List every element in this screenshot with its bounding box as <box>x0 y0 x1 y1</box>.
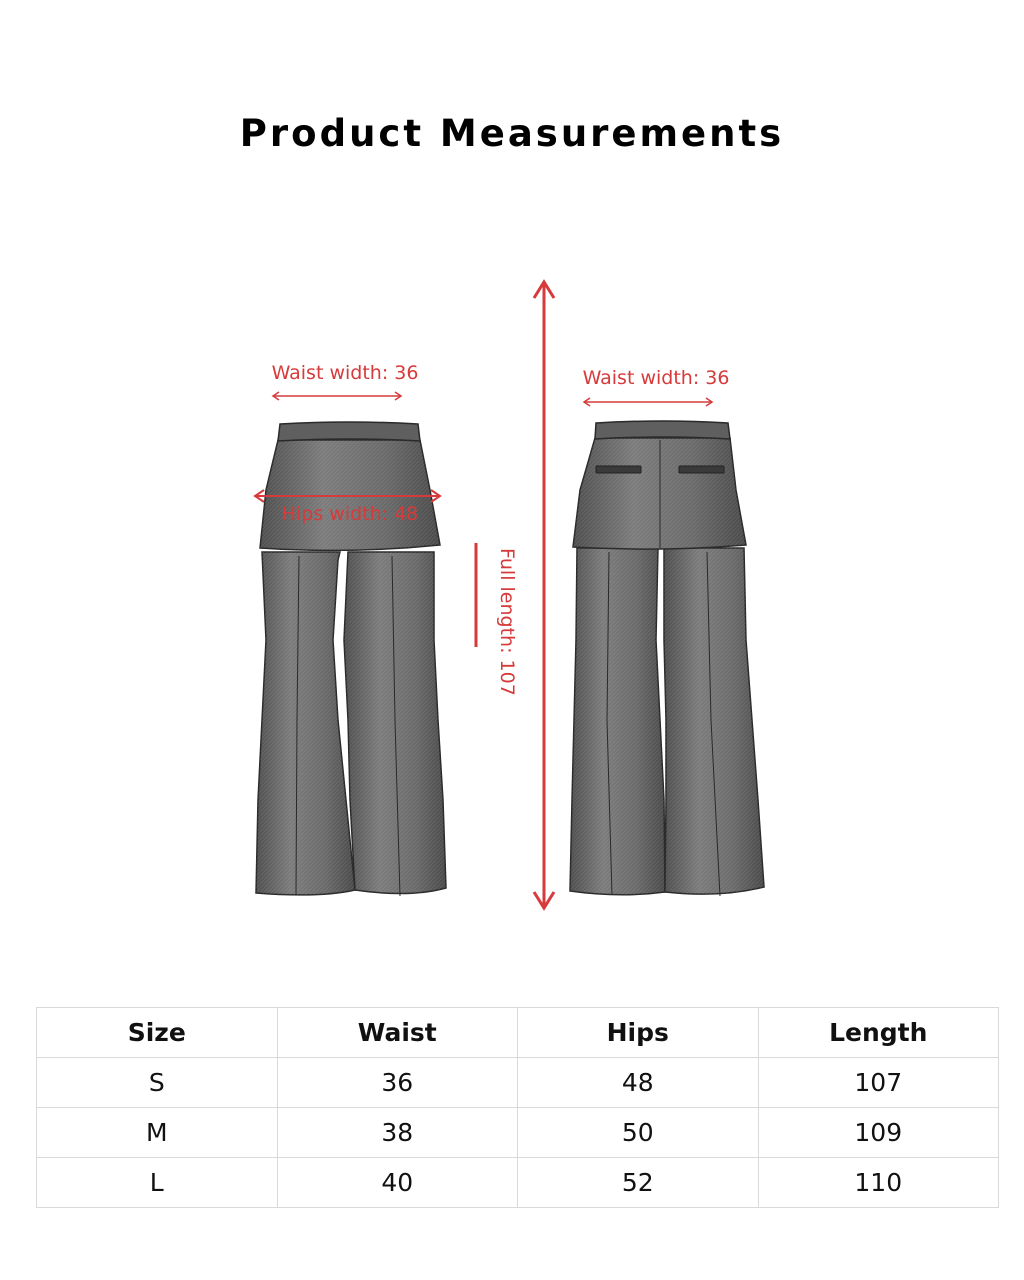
cell-waist: 38 <box>277 1108 518 1158</box>
table-row <box>37 1058 999 1108</box>
page-title: Product Measurements <box>239 112 785 155</box>
cell-size: S <box>37 1058 278 1108</box>
full-length-arrow <box>534 282 554 908</box>
size-chart-table <box>36 1007 999 1208</box>
cell-hips: 48 <box>518 1058 759 1108</box>
table-row <box>37 1108 999 1158</box>
cell-size: L <box>37 1158 278 1208</box>
table-row <box>37 1158 999 1208</box>
back-waist-arrow <box>584 398 712 406</box>
back-waist-label: Waist width: 36 <box>582 367 730 389</box>
column-header-length: Length <box>758 1008 999 1058</box>
cell-waist: 40 <box>277 1158 518 1208</box>
cell-length: 107 <box>758 1058 999 1108</box>
front-hips-label: Hips width: 48 <box>281 503 419 525</box>
cell-hips: 52 <box>518 1158 759 1208</box>
cell-length: 109 <box>758 1108 999 1158</box>
back-trousers-illustration <box>570 421 764 896</box>
column-header-size: Size <box>37 1008 278 1058</box>
column-header-waist: Waist <box>277 1008 518 1058</box>
cell-hips: 50 <box>518 1108 759 1158</box>
front-trousers-illustration <box>256 422 446 896</box>
column-header-hips: Hips <box>518 1008 759 1058</box>
front-waist-label: Waist width: 36 <box>271 362 419 384</box>
cell-waist: 36 <box>277 1058 518 1108</box>
cell-size: M <box>37 1108 278 1158</box>
table-header-row <box>37 1008 999 1058</box>
full-length-label: Full length: 107 <box>496 548 518 696</box>
cell-length: 110 <box>758 1158 999 1208</box>
front-waist-arrow <box>273 392 401 400</box>
